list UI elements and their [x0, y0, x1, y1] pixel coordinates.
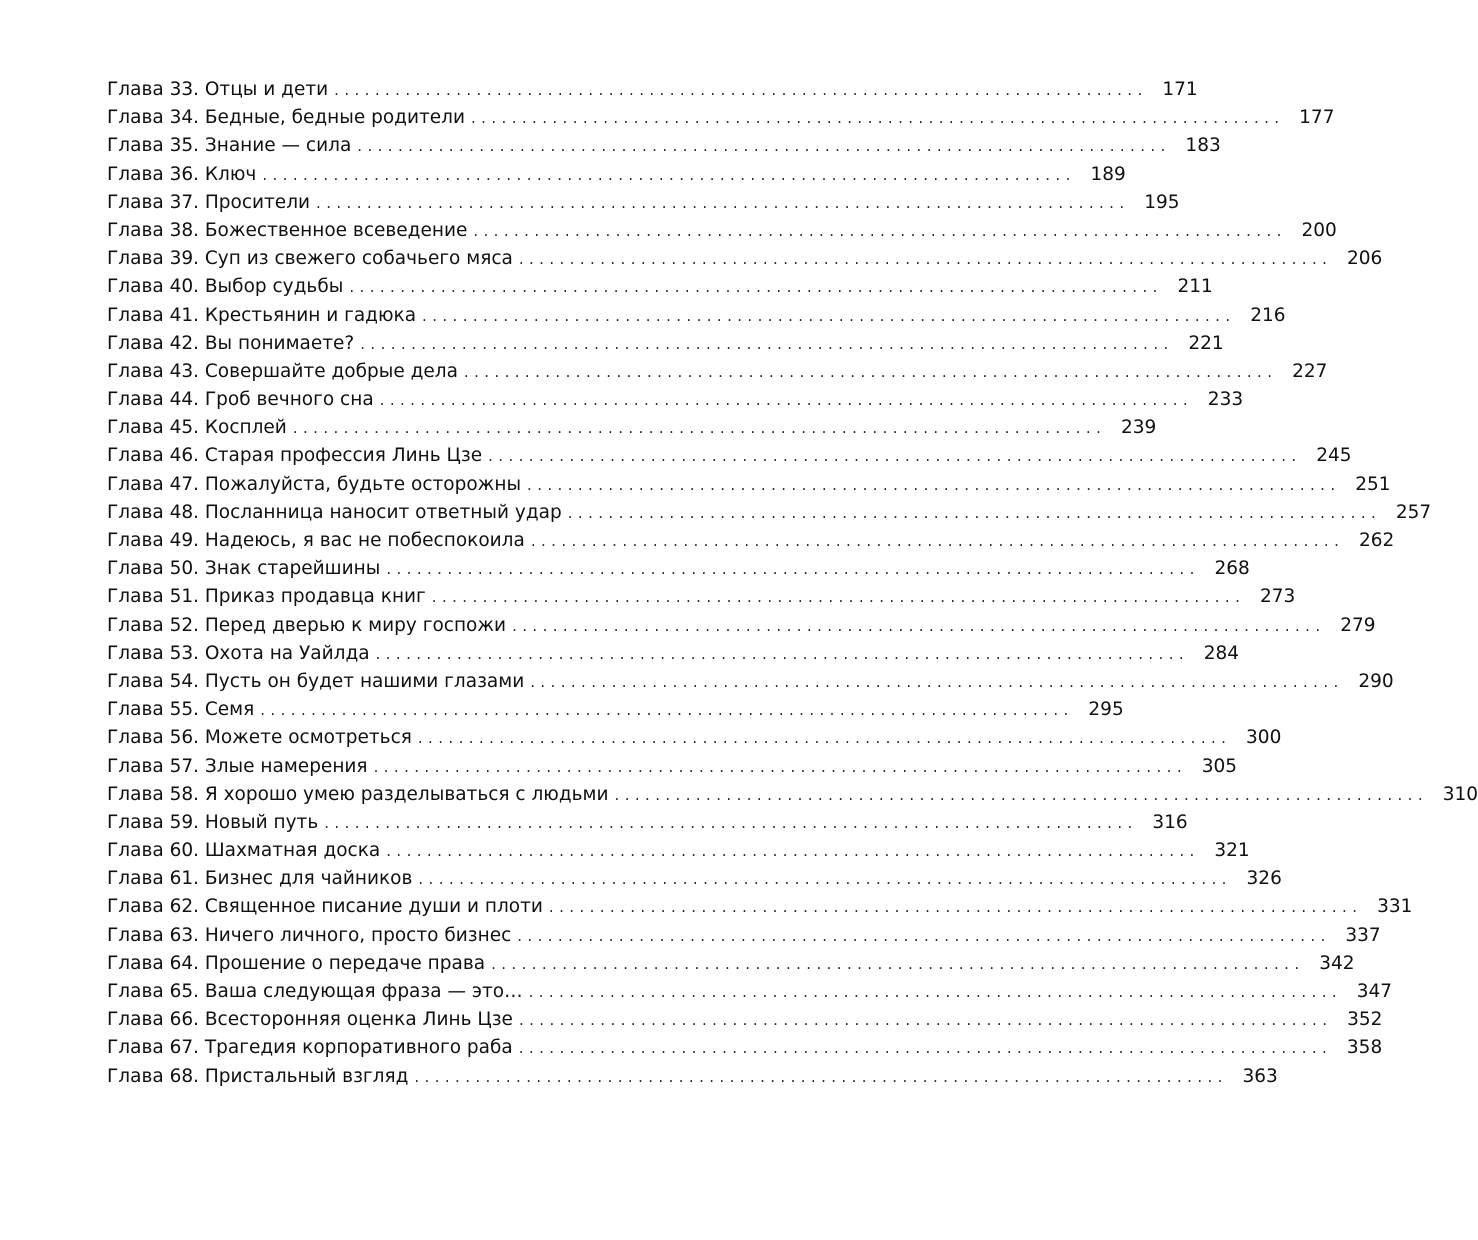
toc-entry[interactable]: [107, 330, 1224, 358]
toc-entry[interactable]: [107, 753, 1238, 781]
page-number: 195: [1144, 191, 1180, 213]
toc-entry[interactable]: [107, 189, 1180, 217]
table-of-contents: [107, 76, 1478, 1091]
toc-entry[interactable]: [107, 217, 1337, 245]
page-number: 290: [1358, 670, 1394, 692]
page-number: 295: [1088, 699, 1124, 721]
page-number: 245: [1316, 445, 1352, 467]
page-number: 273: [1259, 586, 1296, 608]
page-number: 331: [1377, 896, 1413, 918]
page-number: 300: [1246, 727, 1282, 749]
dot-leader: ................................................................................: [324, 813, 1138, 832]
dot-leader: ................................................................................: [260, 701, 1074, 720]
dot-leader: ................................................................................: [357, 137, 1171, 156]
chapter-title: Глава 66. Всесторонняя оценка Линь Цзе: [107, 1009, 513, 1031]
chapter-title: Глава 56. Можете осмотреться: [107, 727, 412, 749]
toc-entry[interactable]: [107, 950, 1355, 978]
dot-leader: ................................................................................: [386, 560, 1200, 579]
toc-entry[interactable]: [107, 302, 1286, 330]
chapter-title: Глава 67. Трагедия корпоративного раба: [107, 1037, 513, 1059]
dot-leader: ................................................................................: [614, 785, 1428, 804]
dot-leader: ................................................................................: [471, 109, 1285, 128]
toc-entry[interactable]: [107, 865, 1282, 893]
chapter-title: Глава 54. Пусть он будет нашими глазами: [107, 670, 525, 692]
toc-entry[interactable]: [107, 499, 1432, 527]
chapter-title: Глава 44. Гроб вечного сна: [107, 389, 374, 411]
chapter-title: Глава 48. Посланница наносит ответный удар: [107, 501, 562, 523]
dot-leader: ................................................................................: [473, 221, 1287, 240]
chapter-title: Глава 49. Надеюсь, я вас не побеспокоила: [107, 530, 525, 551]
dot-leader: ................................................................................: [334, 81, 1148, 99]
dot-leader: ................................................................................: [491, 954, 1305, 973]
chapter-title: Глава 64. Прошение о передаче права: [107, 952, 486, 974]
dot-leader: ................................................................................: [379, 391, 1194, 410]
toc-entry[interactable]: [107, 386, 1244, 414]
toc-entry[interactable]: [107, 1006, 1383, 1034]
chapter-title: Глава 41. Крестьянин и гадюка: [107, 304, 417, 326]
dot-leader: ................................................................................: [518, 250, 1333, 269]
toc-entry[interactable]: [107, 442, 1352, 470]
dot-leader: ................................................................................: [375, 644, 1190, 663]
toc-entry[interactable]: [107, 132, 1221, 160]
toc-entry[interactable]: [107, 809, 1188, 837]
toc-entry[interactable]: [107, 358, 1328, 386]
page-number: 358: [1346, 1037, 1383, 1059]
dot-leader: ................................................................................: [518, 1011, 1333, 1030]
page-number: 251: [1355, 473, 1391, 495]
page-number: 233: [1207, 389, 1244, 411]
chapter-title: Глава 42. Вы понимаете?: [107, 332, 355, 354]
chapter-title: Глава 45. Косплей: [107, 417, 287, 439]
chapter-title: Глава 55. Семя: [107, 699, 255, 721]
dot-leader: ................................................................................: [373, 757, 1188, 776]
chapter-title: Глава 39. Суп из свежего собачьего мяса: [107, 248, 513, 270]
toc-entry[interactable]: [107, 555, 1250, 583]
page-number: 227: [1292, 360, 1328, 382]
toc-entry[interactable]: [107, 245, 1383, 273]
page-number: 316: [1152, 811, 1188, 833]
toc-entry[interactable]: [107, 1063, 1278, 1091]
chapter-title: Глава 61. Бизнес для чайников: [107, 868, 413, 890]
toc-entry[interactable]: [107, 781, 1478, 809]
toc-entry[interactable]: [107, 161, 1126, 189]
dot-leader: ................................................................................: [530, 532, 1345, 550]
chapter-title: Глава 35. Знание — сила: [107, 135, 352, 157]
toc-entry[interactable]: [107, 583, 1296, 611]
chapter-title: Глава 51. Приказ продавца книг: [107, 586, 426, 608]
page-number: 310: [1442, 783, 1478, 805]
chapter-title: Глава 52. Перед дверью к миру госпожи: [107, 614, 507, 636]
page-number: 183: [1185, 135, 1221, 157]
dot-leader: ................................................................................: [431, 588, 1246, 607]
toc-entry[interactable]: [107, 104, 1335, 132]
page-number: 347: [1356, 981, 1393, 1002]
toc-entry[interactable]: [107, 612, 1376, 640]
chapter-title: Глава 47. Пожалуйста, будьте осторожны: [107, 473, 522, 495]
toc-entry[interactable]: [107, 893, 1413, 921]
toc-entry[interactable]: [107, 471, 1391, 499]
chapter-title: Глава 38. Божественное всеведение: [107, 219, 468, 241]
page-number: 326: [1246, 868, 1282, 890]
page-number: 221: [1188, 332, 1224, 354]
chapter-title: Глава 68. Пристальный взгляд: [107, 1065, 409, 1087]
page-number: 257: [1395, 501, 1432, 523]
chapter-title: Глава 37. Просители: [107, 191, 311, 213]
page-number: 363: [1242, 1065, 1278, 1087]
dot-leader: ................................................................................: [414, 1067, 1228, 1086]
toc-entry[interactable]: [107, 414, 1157, 442]
toc-entry[interactable]: [107, 273, 1213, 301]
chapter-title: Глава 63. Ничего личного, просто бизнес: [107, 924, 512, 946]
dot-leader: ................................................................................: [418, 870, 1232, 889]
chapter-title: Глава 57. Злые намерения: [107, 755, 368, 777]
dot-leader: ................................................................................: [527, 475, 1341, 494]
chapter-title: Глава 36. Ключ: [107, 163, 257, 185]
toc-entry[interactable]: [107, 837, 1250, 865]
chapter-title: Глава 59. Новый путь: [107, 811, 319, 833]
dot-leader: ................................................................................: [488, 447, 1302, 466]
page-number: 216: [1250, 304, 1286, 326]
chapter-title: Глава 58. Я хорошо умею разделываться с людьми: [107, 783, 609, 805]
toc-entry[interactable]: [107, 696, 1124, 724]
toc-entry[interactable]: [107, 76, 1198, 104]
dot-leader: ................................................................................: [292, 419, 1107, 438]
toc-entry[interactable]: [107, 724, 1282, 752]
dot-leader: ................................................................................: [517, 926, 1331, 945]
dot-leader: ................................................................................: [360, 334, 1174, 353]
page-number: 279: [1340, 614, 1376, 636]
toc-entry[interactable]: [107, 668, 1394, 696]
chapter-title: Глава 40. Выбор судьбы: [107, 276, 344, 298]
page-number: 211: [1177, 276, 1213, 298]
chapter-title: Глава 33. Отцы и дети: [107, 79, 329, 100]
page-number: 177: [1299, 107, 1335, 129]
chapter-title: Глава 34. Бедные, бедные родители: [107, 107, 466, 129]
chapter-title: Глава 46. Старая профессия Линь Цзе: [107, 445, 483, 467]
dot-leader: ................................................................................: [518, 1039, 1333, 1058]
chapter-title: Глава 65. Ваша следующая фраза — это…: [107, 981, 523, 1002]
dot-leader: ................................................................................: [567, 503, 1382, 522]
page-number: 268: [1214, 558, 1250, 580]
page-number: 321: [1214, 840, 1250, 862]
dot-leader: ................................................................................: [386, 842, 1200, 861]
dot-leader: ................................................................................: [349, 278, 1163, 297]
chapter-title: Глава 62. Священное писание души и плоти: [107, 896, 543, 918]
dot-leader: ................................................................................: [316, 193, 1130, 212]
dot-leader: ................................................................................: [422, 306, 1236, 325]
page-number: 239: [1120, 417, 1157, 439]
page-number: 200: [1301, 219, 1337, 241]
page-number: 337: [1345, 924, 1381, 946]
page-number: 352: [1347, 1009, 1383, 1031]
chapter-title: Глава 53. Охота на Уайлда: [107, 642, 370, 664]
toc-entry[interactable]: [107, 527, 1395, 555]
page-number: 342: [1319, 952, 1355, 974]
toc-entry[interactable]: [107, 640, 1240, 668]
dot-leader: ................................................................................: [262, 165, 1076, 184]
chapter-title: Глава 60. Шахматная доска: [107, 840, 381, 862]
dot-leader: ................................................................................: [528, 983, 1343, 1001]
page-number: 206: [1346, 248, 1383, 270]
toc-entry[interactable]: [107, 922, 1381, 950]
toc-entry[interactable]: [107, 1034, 1383, 1062]
page-number: 284: [1203, 642, 1240, 664]
page-number: 171: [1162, 79, 1198, 100]
dot-leader: ................................................................................: [512, 616, 1326, 635]
chapter-title: Глава 43. Совершайте добрые дела: [107, 360, 458, 382]
dot-leader: ................................................................................: [548, 898, 1363, 917]
toc-entry[interactable]: [107, 978, 1393, 1006]
page-number: 262: [1358, 530, 1395, 551]
page-number: 305: [1201, 755, 1238, 777]
page-number: 189: [1090, 163, 1126, 185]
dot-leader: ................................................................................: [530, 672, 1344, 691]
dot-leader: ................................................................................: [463, 362, 1278, 381]
chapter-title: Глава 50. Знак старейшины: [107, 558, 381, 580]
dot-leader: ................................................................................: [417, 729, 1232, 748]
